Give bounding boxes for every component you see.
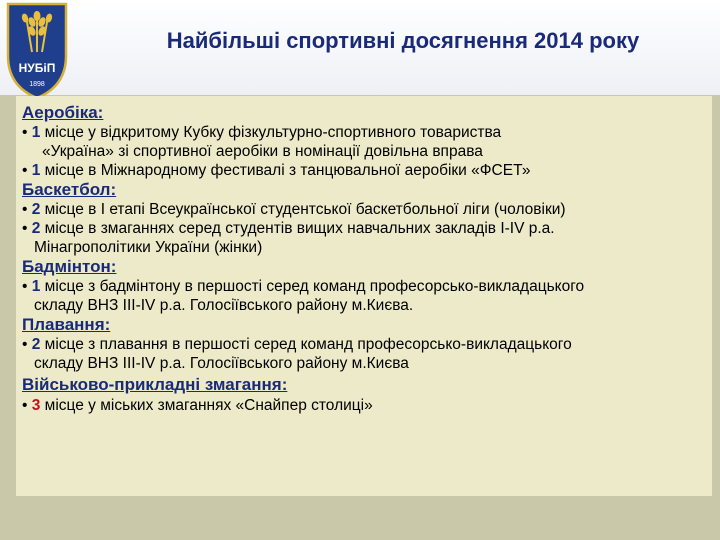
place-number: 1	[31, 124, 41, 141]
section-heading-basketball: Баскетбол:	[22, 180, 117, 199]
place-number: 1	[31, 162, 41, 179]
list-item: • 3 місце у міських змаганнях «Снайпер столиці»	[22, 397, 373, 414]
place-number: 2	[31, 201, 41, 218]
list-item: • 2 місце в змаганнях серед студентів вищих навчальних закладів І-IV р.а.	[22, 220, 555, 237]
section-heading-badminton: Бадмінтон:	[22, 257, 117, 276]
svg-text:1898: 1898	[29, 81, 45, 88]
list-item: • 2 місце з плавання в першості серед команд професорсько-викладацького	[22, 336, 572, 353]
list-item-continuation: складу ВНЗ III-IV р.а. Голосіївського району м.Києва	[34, 355, 409, 372]
list-item-continuation: складу ВНЗ III-IV р.а. Голосіївського району м.Києва.	[34, 297, 414, 314]
list-item: • 1 місце з бадмінтону в першості серед команд професорсько-викладацького	[22, 278, 585, 295]
university-logo	[4, 2, 70, 100]
place-number: 2	[31, 220, 41, 237]
list-item-continuation: «Україна» зі спортивної аеробіки в номінації довільна вправа	[42, 143, 483, 160]
place-number: 1	[31, 278, 41, 295]
achievements-list	[22, 103, 695, 415]
list-item: • 1 місце в Міжнародному фестивалі з танцювальної аеробіки «ФСЕТ»	[22, 162, 531, 179]
svg-text:НУБіП: НУБіП	[18, 61, 56, 75]
list-item: • 1 місце у відкритому Кубку фізкультурно-спортивного товариства	[22, 124, 502, 141]
section-heading-military: Військово-прикладні змагання:	[22, 375, 288, 394]
place-number: 2	[31, 336, 41, 353]
section-heading-swimming: Плавання:	[22, 315, 111, 334]
section-heading-aerobics: Аеробіка:	[22, 103, 104, 122]
place-number: 3	[31, 397, 41, 414]
list-item: • 2 місце в І етапі Всеукраїнської студентської баскетбольної ліги (чоловіки)	[22, 201, 566, 218]
list-item-continuation: Мінагрополітики України (жінки)	[34, 239, 263, 256]
page-title: Найбільші спортивні досягнення 2014 року	[166, 28, 640, 53]
